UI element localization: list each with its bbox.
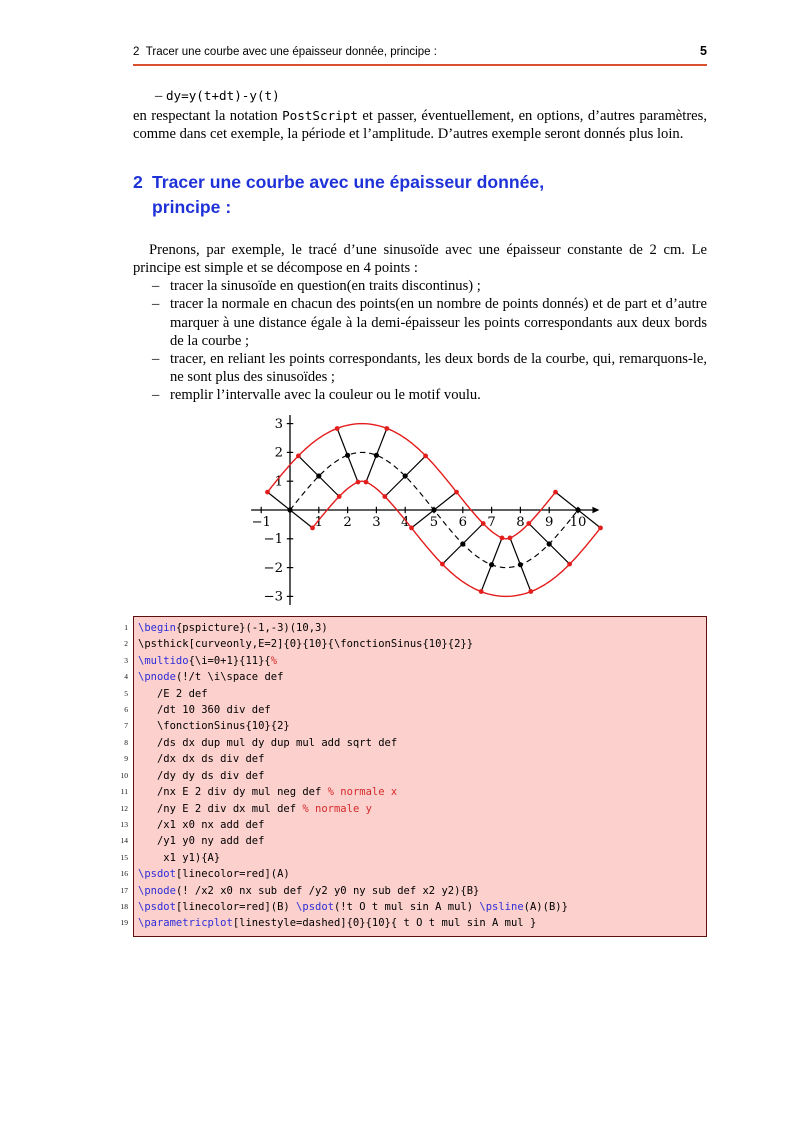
paragraph-text: en respectant la notation <box>133 108 283 124</box>
list-item-text: remplir l’intervalle avec la couleur ou le motif voulu. <box>170 386 481 403</box>
code-line <box>120 768 702 784</box>
code-keyword: \parametricplot <box>138 917 233 930</box>
code-text: /y1 y0 ny add def <box>138 835 265 848</box>
code-text: {pspicture}(-1,-3)(10,3) <box>175 622 328 635</box>
list-item <box>133 277 707 295</box>
page-header <box>133 44 707 59</box>
code-text: /E 2 def <box>138 687 208 700</box>
svg-text:2: 2 <box>274 445 283 461</box>
code-text: (! /x2 x0 nx sub def /y2 y0 ny sub def x2 y2){B} <box>175 884 480 897</box>
svg-text:−1: −1 <box>263 532 283 548</box>
svg-text:4: 4 <box>401 515 410 531</box>
code-text: /nx E 2 div dy mul neg def <box>138 786 328 799</box>
code-text: /dx dx ds div def <box>138 753 265 766</box>
intro-paragraph <box>133 107 707 143</box>
code-line <box>124 702 702 718</box>
list-dash-marker: – <box>152 296 160 313</box>
line-number: 16 <box>120 869 128 879</box>
code-keyword: \psdot <box>138 900 176 913</box>
svg-text:1: 1 <box>274 474 283 490</box>
svg-text:−1: −1 <box>251 515 271 531</box>
bullet-list <box>133 277 707 404</box>
formula-line <box>133 87 707 105</box>
svg-text:6: 6 <box>458 515 467 531</box>
running-title <box>133 45 437 59</box>
code-keyword: \pnode <box>138 671 176 684</box>
code-text: {\i=0+1}{11}{ <box>188 654 271 667</box>
code-line <box>120 817 702 833</box>
code-line <box>124 718 702 734</box>
line-number: 2 <box>124 639 128 649</box>
code-line <box>120 801 702 817</box>
code-line <box>120 833 702 849</box>
line-number: 15 <box>120 852 128 862</box>
svg-text:7: 7 <box>487 515 496 531</box>
list-dash-marker: – <box>152 278 160 295</box>
svg-text:8: 8 <box>516 515 525 531</box>
line-number: 19 <box>120 918 128 928</box>
code-line <box>124 620 702 636</box>
code-line <box>120 850 702 866</box>
inline-code: PostScript <box>282 108 358 123</box>
paragraph-text: et passer, éventuellement, en options, d’autres paramètres, comme dans cet exemple, la période et l’amplitude. D’autres exemple seront donnés plus loin. <box>133 108 707 143</box>
code-text: /x1 x0 nx add def <box>138 818 265 831</box>
code-line <box>120 784 702 800</box>
section-title-line2: principe : <box>152 196 232 217</box>
code-line <box>124 735 702 751</box>
list-item-text: tracer la sinusoïde en question(en traits discontinus) ; <box>170 278 481 295</box>
code-keyword: \psdot <box>138 868 176 881</box>
sine-figure <box>133 412 707 614</box>
line-number: 14 <box>120 836 128 846</box>
code-keyword: \psline <box>479 900 524 913</box>
code-text: /ds dx dup mul dy dup mul add sqrt def <box>138 736 398 749</box>
code-line <box>124 751 702 767</box>
svg-text:3: 3 <box>274 416 283 432</box>
code-text: x1 y1){A} <box>138 851 221 864</box>
line-number: 5 <box>124 688 128 698</box>
code-line <box>124 686 702 702</box>
line-number: 18 <box>120 901 128 911</box>
code-listing <box>120 616 707 937</box>
code-text: (A)(B)} <box>523 900 568 913</box>
line-number: 7 <box>124 721 128 731</box>
code-line <box>124 636 702 652</box>
code-line <box>120 899 702 915</box>
line-number: 13 <box>120 819 128 829</box>
svg-text:1: 1 <box>314 515 323 531</box>
line-number: 11 <box>120 787 128 797</box>
code-text: \fonctionSinus{10}{2} <box>138 720 290 733</box>
body-paragraph: Prenons, par exemple, le tracé d’une sinusoïde avec une épaisseur constante de 2 cm. Le principe est simple et se décompose en 4 points : <box>133 242 707 277</box>
line-number: 8 <box>124 737 128 747</box>
section-heading <box>133 170 707 219</box>
code-text: /dt 10 360 div def <box>138 704 271 717</box>
code-text: /ny E 2 div dx mul def <box>138 802 303 815</box>
code-text: (!t O t mul sin A mul) <box>333 900 480 913</box>
list-dash-marker: – <box>152 350 160 367</box>
list-item <box>133 295 707 349</box>
code-keyword: \pnode <box>138 884 176 897</box>
line-number: 4 <box>124 672 128 682</box>
svg-text:2: 2 <box>343 515 352 531</box>
svg-text:10: 10 <box>569 515 587 531</box>
code-text: /dy dy ds div def <box>138 769 265 782</box>
formula-code: dy=y(t+dt)-y(t) <box>165 88 280 103</box>
code-comment: % normale x <box>327 786 398 799</box>
line-number: 1 <box>124 623 128 633</box>
svg-text:5: 5 <box>429 515 439 531</box>
svg-text:3: 3 <box>372 515 381 531</box>
svg-text:−3: −3 <box>263 589 283 605</box>
running-section-number: 2 <box>133 46 140 58</box>
page-number: 5 <box>700 44 707 58</box>
code-text: [linecolor=red](A) <box>175 868 290 881</box>
line-number: 9 <box>124 754 128 764</box>
running-title-text: Tracer une courbe avec une épaisseur donnée, principe : <box>145 46 437 58</box>
list-dash-marker: – <box>152 386 160 403</box>
code-comment: % normale y <box>302 802 372 815</box>
code-keyword: \begin <box>138 622 176 635</box>
sine-plot <box>228 412 613 614</box>
code-line <box>120 883 702 899</box>
code-text: [linecolor=red](B) <box>175 900 297 913</box>
line-number: 17 <box>120 885 128 895</box>
line-number: 3 <box>124 655 128 665</box>
list-item <box>133 386 707 404</box>
section-title-line1: Tracer une courbe avec une épaisseur donnée, <box>152 172 545 193</box>
list-item-text: tracer la normale en chacun des points(en un nombre de points donnés) et de part et d’autre marquer à une distance égale à la demi-épaisseur les points correspondants aux deux bords de la courbe ; <box>170 296 707 349</box>
code-line <box>124 669 702 685</box>
list-item <box>133 350 707 386</box>
code-text: [linestyle=dashed]{0}{10}{ t O t mul sin A mul } <box>232 917 537 930</box>
dash-marker: – <box>155 88 163 104</box>
code-keyword: \psdot <box>296 900 334 913</box>
svg-text:−2: −2 <box>263 560 283 576</box>
line-number: 10 <box>120 770 128 780</box>
section-number: 2 <box>133 172 143 193</box>
code-text: (!/t \i\space def <box>175 671 284 684</box>
list-item-text: tracer, en reliant les points correspondants, les deux bords de la courbe, qui, remarquons-le, ne sont plus des sinusoïdes ; <box>170 350 707 385</box>
header-rule <box>133 64 707 66</box>
code-line <box>120 866 702 882</box>
line-number: 6 <box>124 705 128 715</box>
code-text: \psthick[curveonly,E=2]{0}{10}{\fonctionSinus{10}{2}} <box>138 638 474 651</box>
code-line <box>124 653 702 669</box>
code-line <box>120 915 702 931</box>
code-keyword: \multido <box>138 654 189 667</box>
code-comment: % <box>270 654 278 667</box>
svg-text:9: 9 <box>545 515 554 531</box>
line-number: 12 <box>120 803 128 813</box>
